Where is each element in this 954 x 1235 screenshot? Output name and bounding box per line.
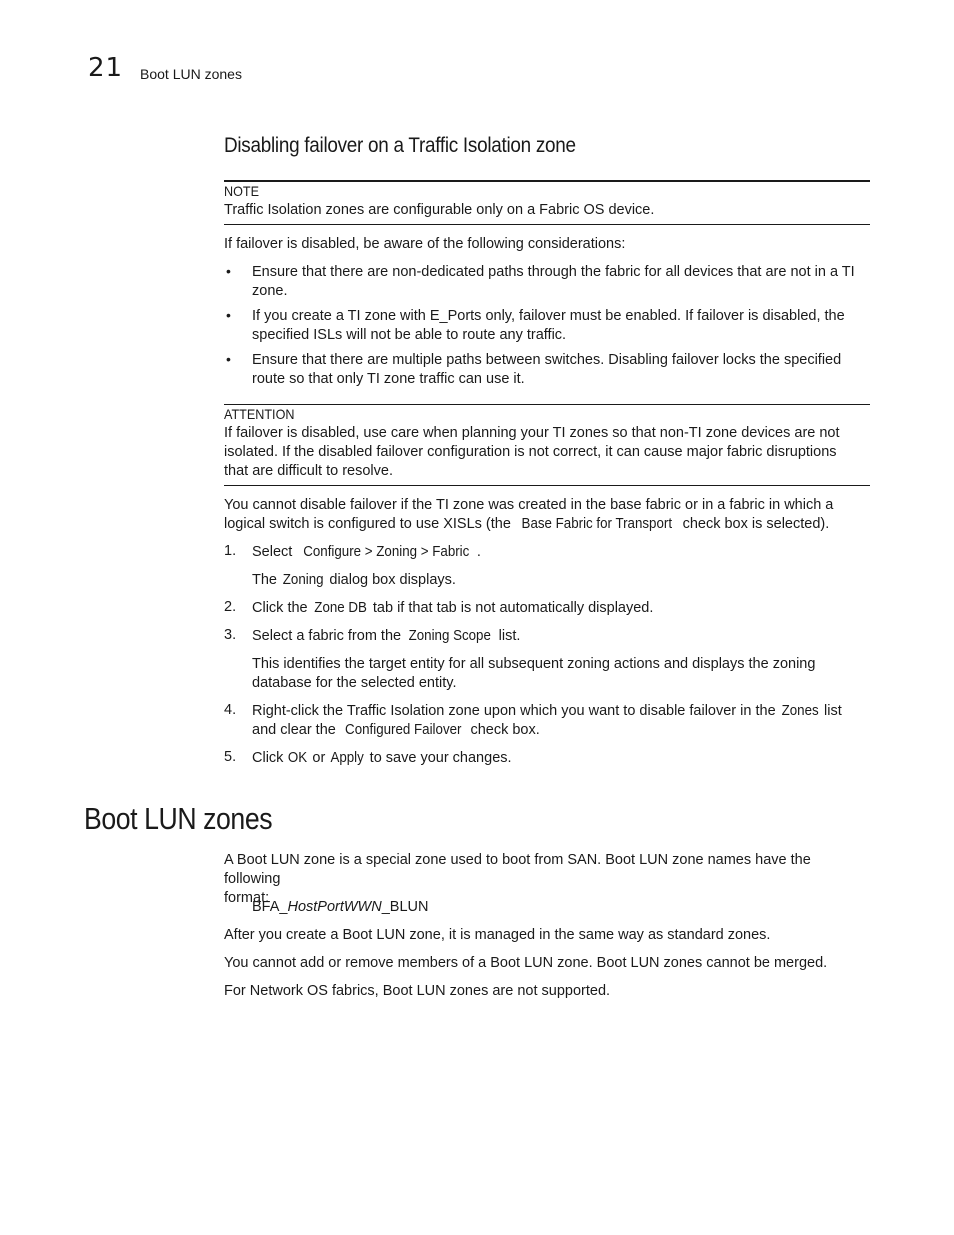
bullet-line: Ensure that there are multiple paths between switches. Disabling failover locks the specified (252, 352, 842, 368)
step-pre: Select a fabric from the (252, 628, 406, 644)
note-top-rule (224, 180, 870, 182)
attention-bottom-rule (224, 485, 870, 486)
step-subtext (252, 655, 870, 693)
boot-lun-paragraph: After you create a Boot LUN zone, it is managed in the same way as standard zones. (224, 927, 771, 943)
step-number: 4. (224, 702, 237, 718)
ui-term-zoning: Zoning (282, 572, 324, 588)
step-post: list (819, 703, 842, 719)
boot-lun-line: A Boot LUN zone is a special zone used to boot from SAN. Boot LUN zone names have the following (224, 852, 811, 887)
step-post: tab if that tab is not automatically displayed. (368, 600, 654, 616)
boot-lun-heading: Boot LUN zones (84, 801, 273, 836)
step-sub-line: This identifies the target entity for all subsequent zoning actions and displays the zoning (252, 656, 816, 672)
step-text (252, 543, 870, 562)
step-pre: and clear the (252, 722, 340, 738)
step-text (252, 599, 870, 618)
attention-line: isolated. If the disabled failover configuration is not correct, it can cause major fabric disruptions (224, 444, 837, 460)
step-post: list. (494, 628, 521, 644)
xisl-line: You cannot disable failover if the TI zone was created in the base fabric or in a fabric in which a (224, 497, 834, 513)
boot-lun-paragraph: You cannot add or remove members of a Boot LUN zone. Boot LUN zones cannot be merged. (224, 955, 828, 971)
bullet-line: specified ISLs will not be able to route any traffic. (252, 327, 567, 343)
step-text (252, 627, 870, 646)
intro-paragraph: If failover is disabled, be aware of the following considerations: (224, 236, 626, 252)
ui-term-zone-db: Zone DB (313, 600, 367, 616)
note-label: NOTE (224, 183, 260, 199)
ui-term-ok: OK (288, 750, 308, 766)
chapter-number: 21 (88, 53, 124, 83)
bullet-line: Ensure that there are non-dedicated paths through the fabric for all devices that are not in a TI (252, 264, 855, 280)
step-pre: Click (252, 750, 288, 766)
bullet-item (252, 263, 870, 301)
xisl-paragraph (224, 496, 870, 534)
ui-term-zoning-scope: Zoning Scope (408, 628, 492, 644)
format-variable: HostPortWWN (287, 899, 382, 915)
attention-label: ATTENTION (224, 406, 295, 422)
attention-top-rule (224, 404, 870, 405)
ui-term-base-fabric: Base Fabric for Transport (521, 516, 673, 532)
ui-term-configured-failover: Configured Failover (344, 722, 462, 738)
xisl-line: check box is selected). (678, 516, 830, 532)
bullet-line: zone. (252, 283, 288, 299)
boot-lun-format (252, 898, 870, 917)
ui-term-menu-path: Configure > Zoning > Fabric (303, 544, 470, 560)
step-number: 3. (224, 627, 237, 643)
step-pre: Select (252, 544, 297, 560)
step-pre: Click the (252, 600, 312, 616)
step-sub-post: dialog box displays. (325, 572, 456, 588)
bullet-marker: • (226, 307, 231, 323)
attention-text (224, 424, 870, 481)
step-text (252, 702, 870, 740)
step-pre: Right-click the Traffic Isolation zone upon which you want to disable failover in the (252, 703, 780, 719)
ui-term-apply: Apply (330, 750, 365, 766)
attention-line: that are difficult to resolve. (224, 463, 393, 479)
ui-term-zones: Zones (781, 703, 819, 719)
bullet-marker: • (226, 263, 231, 279)
section-title: Disabling failover on a Traffic Isolation zone (224, 134, 576, 157)
note-bottom-rule (224, 224, 870, 225)
format-suffix: _BLUN (381, 899, 429, 915)
format-prefix: BFA_ (252, 899, 288, 915)
bullet-line: route so that only TI zone traffic can use it. (252, 371, 525, 387)
step-sub-line: database for the selected entity. (252, 675, 457, 691)
note-text: Traffic Isolation zones are configurable only on a Fabric OS device. (224, 202, 655, 218)
boot-lun-paragraph: For Network OS fabrics, Boot LUN zones are not supported. (224, 983, 611, 999)
attention-line: If failover is disabled, use care when planning your TI zones so that non-TI zone devices are not (224, 425, 840, 441)
bullet-item (252, 307, 870, 345)
step-post: to save your changes. (365, 750, 512, 766)
bullet-line: If you create a TI zone with E_Ports only, failover must be enabled. If failover is disabled, the (252, 308, 845, 324)
bullet-marker: • (226, 351, 231, 367)
boot-lun-line: format: (224, 890, 270, 906)
xisl-line: logical switch is configured to use XISLs (the (224, 516, 515, 532)
step-post: . (476, 544, 481, 560)
step-number: 1. (224, 543, 237, 559)
step-mid: or (308, 750, 330, 766)
step-number: 2. (224, 599, 237, 615)
bullet-item (252, 351, 870, 389)
step-number: 5. (224, 749, 237, 765)
step-text (252, 749, 870, 768)
chapter-title: Boot LUN zones (140, 66, 242, 82)
step-post: check box. (466, 722, 540, 738)
step-subtext (252, 571, 870, 590)
step-sub-pre: The (252, 572, 282, 588)
